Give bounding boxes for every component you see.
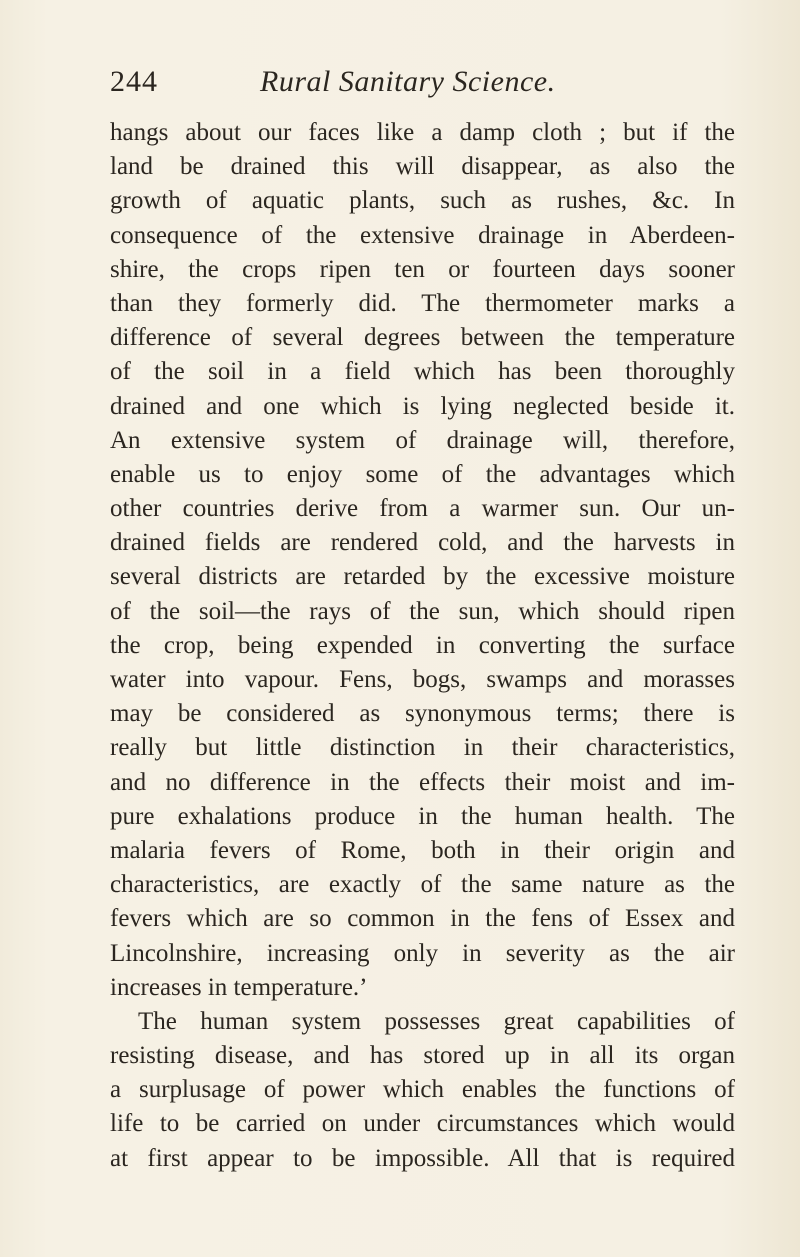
- text-line: growth of aquatic plants, such as rushes, &c. In: [110, 187, 735, 215]
- text-line: may be considered as synonymous terms; there is: [110, 700, 735, 728]
- text-line: hangs about our faces like a damp cloth ; but if the: [110, 119, 735, 146]
- text-line: water into vapour. Fens, bogs, swamps and morasses: [110, 666, 735, 693]
- text-line: An extensive system of drainage will, therefore,: [110, 426, 735, 454]
- text-line: resisting disease, and has stored up in all its organ: [110, 1042, 735, 1070]
- text-line: the crop, being expended in converting the surface: [110, 631, 735, 659]
- text-line: at first appear to be impossible. All that is required: [110, 1144, 735, 1172]
- page-header: [110, 62, 730, 102]
- text-line: other countries derive from a warmer sun. Our un-: [110, 495, 735, 523]
- text-line: shire, the crops ripen ten or fourteen days sooner: [110, 255, 735, 283]
- text-line: consequence of the extensive drainage in Aberdeen-: [110, 221, 735, 249]
- text-line: life to be carried on under circumstances which would: [110, 1110, 735, 1138]
- paragraph-end-line: increases in temperature.’: [110, 973, 368, 1001]
- text-line: enable us to enjoy some of the advantages which: [110, 460, 735, 488]
- text-line: Lincolnshire, increasing only in severity as the air: [110, 939, 735, 967]
- page-number: 244: [110, 65, 158, 98]
- text-line: drained and one which is lying neglected beside it.: [110, 392, 735, 420]
- text-line: malaria fevers of Rome, both in their origin and: [110, 836, 735, 864]
- text-line: than they formerly did. The thermometer marks a: [110, 289, 735, 317]
- text-line: drained fields are rendered cold, and the harvests in: [110, 529, 735, 557]
- text-line: land be drained this will disappear, as also the: [110, 153, 735, 181]
- text-line: several districts are retarded by the excessive moisture: [110, 563, 735, 591]
- paragraph-start-line: The human system possesses great capabilities of: [138, 1007, 735, 1035]
- text-line: of the soil in a field which has been thoroughly: [110, 358, 735, 386]
- text-line: characteristics, are exactly of the same nature as the: [110, 871, 735, 899]
- body-text: [110, 116, 735, 1176]
- running-title: Rural Sanitary Science.: [260, 65, 556, 98]
- text-line: difference of several degrees between the temperature: [110, 324, 735, 352]
- text-line: really but little distinction in their characteristics,: [110, 734, 735, 762]
- text-line: pure exhalations produce in the human health. The: [110, 802, 735, 830]
- text-line: and no difference in the effects their moist and im-: [110, 768, 735, 796]
- text-line: a surplusage of power which enables the functions of: [110, 1076, 735, 1104]
- text-line: fevers which are so common in the fens of Essex and: [110, 905, 735, 933]
- text-line: of the soil—the rays of the sun, which should ripen: [110, 597, 735, 625]
